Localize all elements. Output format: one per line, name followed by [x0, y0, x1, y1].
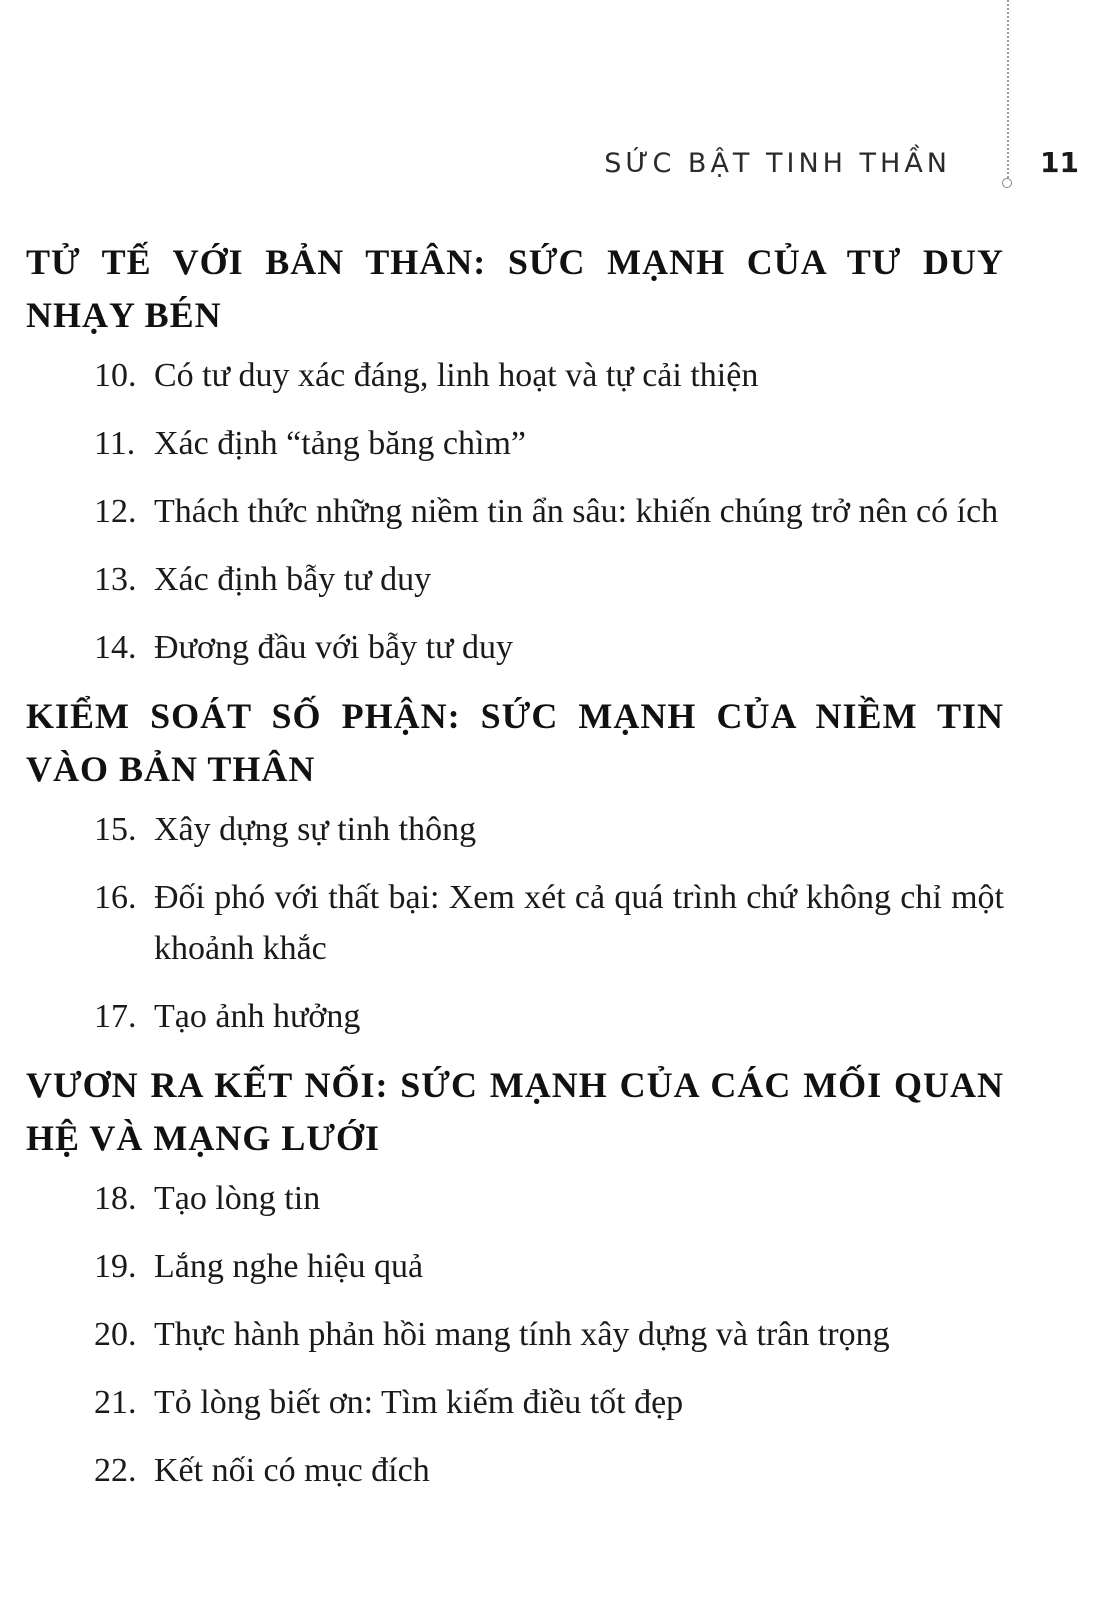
toc-section — [26, 1059, 1004, 1496]
section-heading: TỬ TẾ VỚI BẢN THÂN: SỨC MẠNH CỦA TƯ DUY NHẠY BÉN — [26, 242, 1004, 335]
entry-title: Xác định “tảng băng chìm” — [154, 425, 526, 462]
entry-number: 17. — [94, 998, 137, 1035]
table-of-contents — [26, 236, 1004, 1513]
toc-entry — [26, 804, 1004, 855]
toc-entry — [26, 622, 1004, 673]
toc-entry — [26, 418, 1004, 469]
entry-title: Đương đầu với bẫy tư duy — [154, 629, 513, 666]
toc-entry — [26, 1377, 1004, 1428]
entry-title: Tỏ lòng biết ơn: Tìm kiếm điều tốt đẹp — [154, 1384, 684, 1421]
entry-number: 20. — [94, 1316, 137, 1353]
margin-dotted-rule — [1007, 0, 1009, 178]
entry-title: Tạo ảnh hưởng — [154, 998, 361, 1035]
entry-title: Thực hành phản hồi mang tính xây dựng và trân trọng — [154, 1316, 890, 1353]
entry-number: 18. — [94, 1180, 137, 1217]
entry-number: 12. — [94, 493, 137, 530]
entry-title: Kết nối có mục đích — [154, 1452, 430, 1489]
entry-title: Lắng nghe hiệu quả — [154, 1248, 424, 1285]
entry-number: 10. — [94, 357, 137, 394]
entry-title: Tạo lòng tin — [154, 1180, 321, 1217]
toc-entry — [26, 1309, 1004, 1360]
toc-entry — [26, 554, 1004, 605]
toc-entry — [26, 991, 1004, 1042]
entry-title: Xây dựng sự tinh thông — [154, 811, 477, 848]
entry-title: Xác định bẫy tư duy — [154, 561, 432, 598]
toc-entry — [26, 872, 1004, 974]
entry-number: 14. — [94, 629, 137, 666]
running-head: SỨC BẬT TINH THẦN — [604, 148, 951, 179]
entry-title: Đối phó với thất bại: Xem xét cả quá trình chứ không chỉ một khoảnh khắc — [154, 879, 1004, 967]
entry-number: 11. — [94, 425, 136, 462]
entry-number: 21. — [94, 1384, 137, 1421]
entry-number: 22. — [94, 1452, 137, 1489]
toc-entry — [26, 1241, 1004, 1292]
entry-title: Thách thức những niềm tin ẩn sâu: khiến chúng trở nên có ích — [154, 493, 999, 530]
entry-number: 13. — [94, 561, 137, 598]
section-heading: KIỂM SOÁT SỐ PHẬN: SỨC MẠNH CỦA NIỀM TIN VÀO BẢN THÂN — [26, 696, 1004, 789]
entry-number: 19. — [94, 1248, 137, 1285]
page-number: 11 — [1040, 146, 1079, 179]
margin-circle-ornament — [1002, 178, 1012, 188]
section-heading: VƯƠN RA KẾT NỐI: SỨC MẠNH CỦA CÁC MỐI QUAN HỆ VÀ MẠNG LƯỚI — [26, 1065, 1004, 1158]
toc-section — [26, 236, 1004, 673]
toc-entry — [26, 1445, 1004, 1496]
toc-entry — [26, 486, 1004, 537]
toc-section — [26, 690, 1004, 1042]
entry-title: Có tư duy xác đáng, linh hoạt và tự cải thiện — [154, 357, 759, 394]
entry-number: 15. — [94, 811, 137, 848]
toc-entry — [26, 350, 1004, 401]
toc-entry — [26, 1173, 1004, 1224]
entry-number: 16. — [94, 879, 137, 916]
